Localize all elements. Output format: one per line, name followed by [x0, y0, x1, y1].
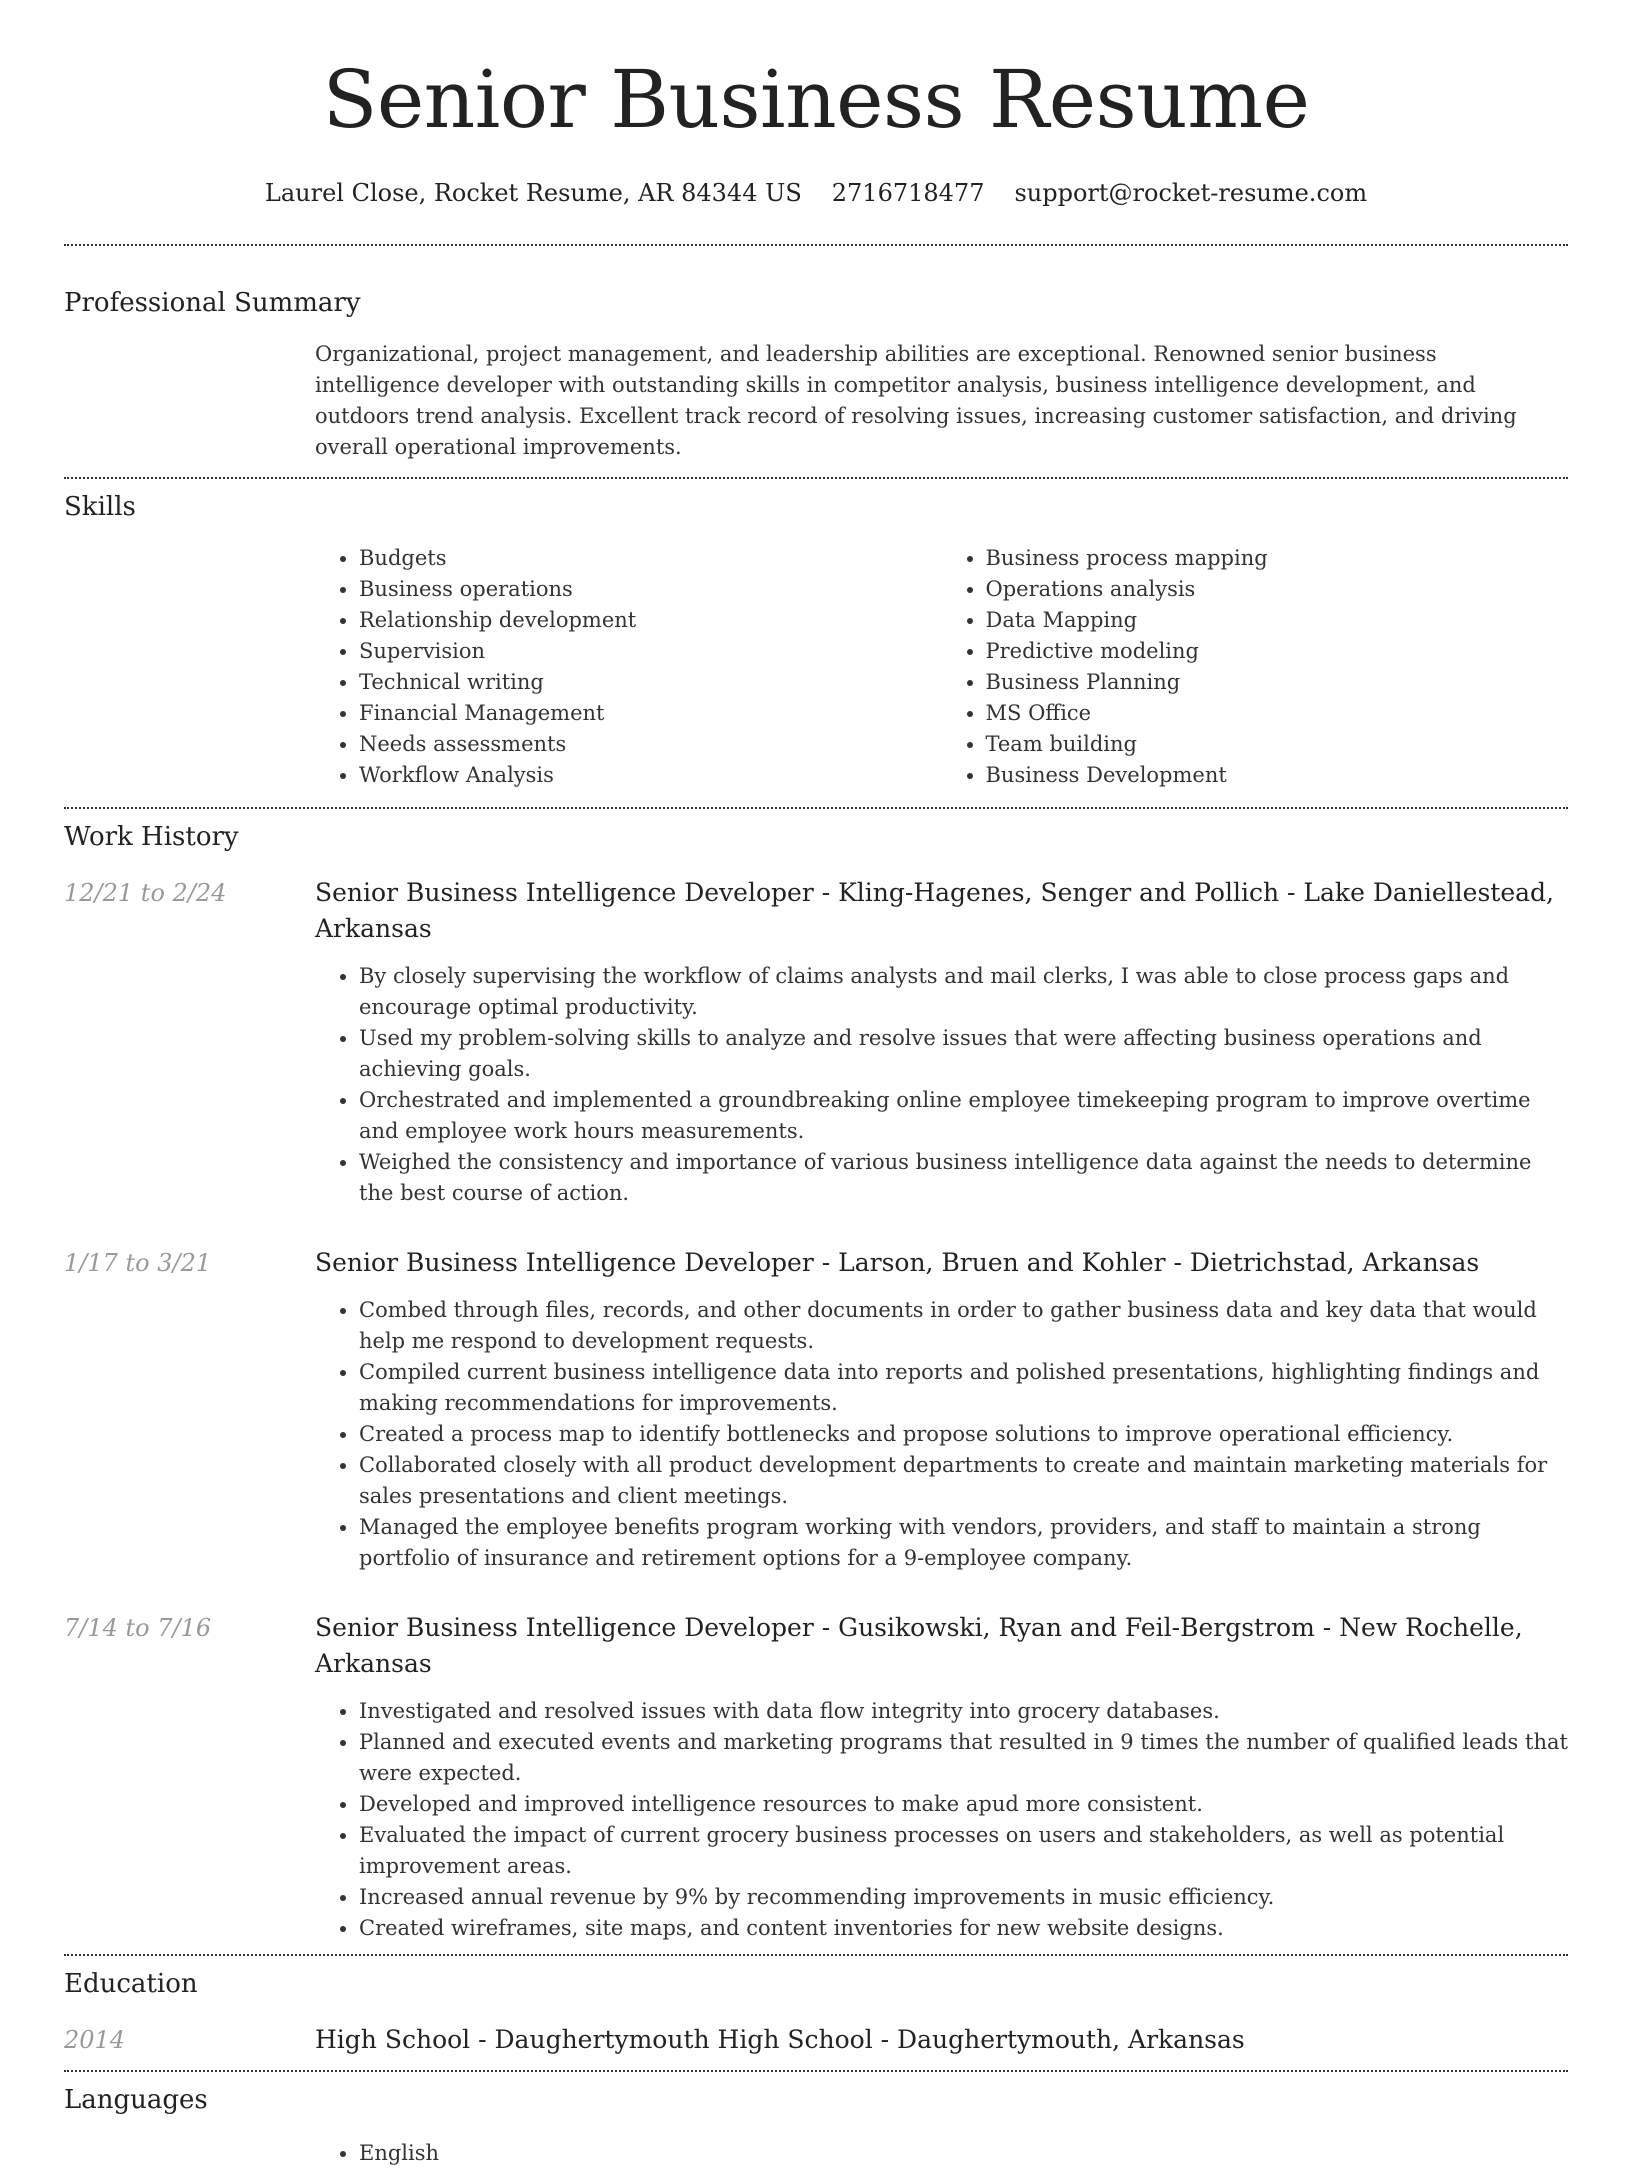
summary-heading: Professional Summary	[64, 288, 361, 318]
job-bullets	[315, 1696, 1568, 1944]
skill-item: • Team building	[986, 729, 1569, 760]
job-bullet: • Increased annual revenue by 9% by recommending improvements in music efficiency.	[359, 1882, 1568, 1913]
languages-list	[315, 2138, 1568, 2169]
job-entry	[64, 875, 1568, 1209]
job-dates: 7/14 to 7/16	[64, 1614, 212, 1642]
job-bullet: • Investigated and resolved issues with data flow integrity into grocery databases.	[359, 1696, 1568, 1727]
languages-section	[64, 2072, 1568, 2169]
skill-item: • Supervision	[359, 636, 942, 667]
job-bullet: • Compiled current business intelligence data into reports and polished presentations, highlighting findings and making recommendations for improvements.	[359, 1357, 1568, 1419]
languages-heading: Languages	[64, 2085, 208, 2115]
education-year: 2014	[64, 2026, 126, 2054]
resume-page	[64, 0, 1568, 2169]
job-bullet: • Evaluated the impact of current grocery business processes on users and stakeholders, as well as potential improvement areas.	[359, 1820, 1568, 1882]
job-title: Senior Business Intelligence Developer - Kling-Hagenes, Senger and Pollich - Lake Daniellestead, Arkansas	[315, 878, 1554, 943]
skill-item: • Technical writing	[359, 667, 942, 698]
skill-item: • Operations analysis	[986, 574, 1569, 605]
contact-phone: 2716718477	[831, 179, 985, 207]
skill-item: • Data Mapping	[986, 605, 1569, 636]
skill-item: • Business process mapping	[986, 543, 1569, 574]
skill-item: • Needs assessments	[359, 729, 942, 760]
job-bullets	[315, 961, 1568, 1209]
contact-address: Laurel Close, Rocket Resume, AR 84344 US	[264, 179, 802, 207]
job-bullet: • Collaborated closely with all product development departments to create and maintain marketing materials for sales presentations and client meetings.	[359, 1450, 1568, 1512]
skill-item: • Predictive modeling	[986, 636, 1569, 667]
skill-item: • Business Development	[986, 760, 1569, 791]
job-bullet: • Orchestrated and implemented a groundbreaking online employee timekeeping program to improve overtime and employee work hours measurements.	[359, 1085, 1568, 1147]
skill-item: • MS Office	[986, 698, 1569, 729]
job-title: Senior Business Intelligence Developer - Larson, Bruen and Kohler - Dietrichstad, Arkansas	[315, 1248, 1480, 1277]
skill-item: • Relationship development	[359, 605, 942, 636]
job-entry	[64, 1610, 1568, 1944]
work-history-section	[64, 809, 1568, 1954]
skill-item: • Business Planning	[986, 667, 1569, 698]
job-dates: 1/17 to 3/21	[64, 1249, 212, 1277]
job-bullet: • Used my problem-solving skills to analyze and resolve issues that were affecting business operations and achieving goals.	[359, 1023, 1568, 1085]
job-bullet: • Developed and improved intelligence resources to make apud more consistent.	[359, 1789, 1568, 1820]
education-section	[64, 1956, 1568, 2070]
skill-item: • Financial Management	[359, 698, 942, 729]
skills-list-right	[942, 543, 1569, 791]
summary-section	[64, 246, 1568, 477]
job-dates: 12/21 to 2/24	[64, 879, 227, 907]
skill-item: • Business operations	[359, 574, 942, 605]
contact-email: support@rocket-resume.com	[1014, 179, 1368, 207]
job-bullet: • Created a process map to identify bottlenecks and propose solutions to improve operational efficiency.	[359, 1419, 1568, 1450]
job-bullet: • Weighed the consistency and importance of various business intelligence data against the needs to determine the best course of action.	[359, 1147, 1568, 1209]
summary-text: Organizational, project management, and leadership abilities are exceptional. Renowned senior business intelligence developer with outstanding skills in competitor analysis, business intelligence development, and outdoors trend analysis. Excellent track record of resolving issues, increasing customer satisfaction, and driving overall operational improvements.	[315, 342, 1517, 459]
job-bullet: • By closely supervising the workflow of claims analysts and mail clerks, I was able to close process gaps and encourage optimal productivity.	[359, 961, 1568, 1023]
job-bullet: • Created wireframes, site maps, and content inventories for new website designs.	[359, 1913, 1568, 1944]
skills-list-left	[315, 543, 942, 791]
job-bullet: • Planned and executed events and marketing programs that resulted in 9 times the number of qualified leads that were expected.	[359, 1727, 1568, 1789]
job-entry	[64, 1245, 1568, 1574]
skill-item: • Workflow Analysis	[359, 760, 942, 791]
resume-title: Senior Business Resume	[322, 53, 1310, 146]
job-bullets	[315, 1295, 1568, 1574]
education-degree: High School - Daughertymouth High School - Daughertymouth, Arkansas	[315, 2025, 1245, 2054]
job-title: Senior Business Intelligence Developer - Gusikowski, Ryan and Feil-Bergstrom - New Rochelle, Arkansas	[315, 1613, 1523, 1678]
skills-section	[64, 479, 1568, 807]
job-bullet: • Combed through files, records, and other documents in order to gather business data and key data that would help me respond to development requests.	[359, 1295, 1568, 1357]
work-history-heading: Work History	[64, 822, 239, 852]
contact-line	[64, 176, 1568, 210]
job-bullet: • Managed the employee benefits program working with vendors, providers, and staff to maintain a strong portfolio of insurance and retirement options for a 9-employee company.	[359, 1512, 1568, 1574]
skill-item: • Budgets	[359, 543, 942, 574]
education-heading: Education	[64, 1969, 198, 1999]
skills-heading: Skills	[64, 492, 136, 522]
language-item: • English	[359, 2138, 1568, 2169]
